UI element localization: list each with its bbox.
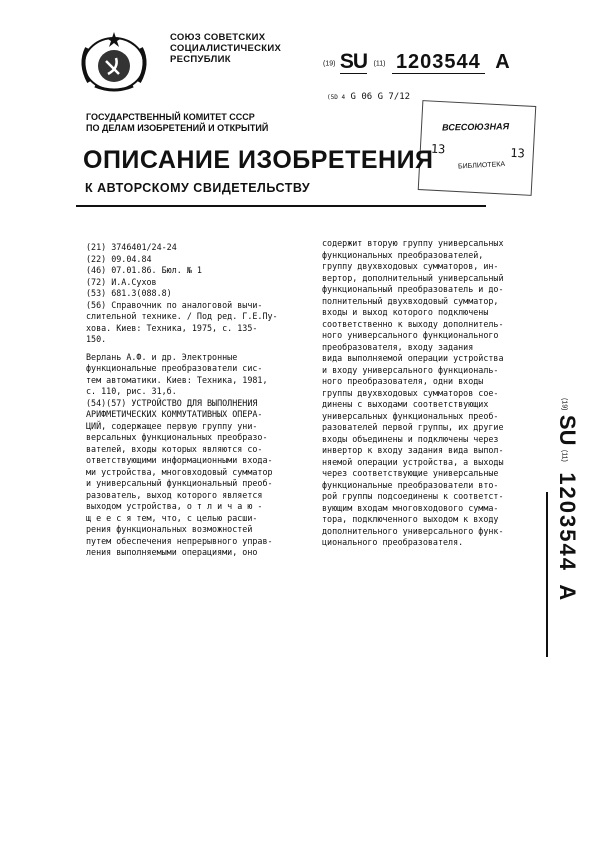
text-line: ционального преобразователя. xyxy=(322,537,464,547)
left-column xyxy=(86,242,278,559)
text-line: функциональный преобразователь и до- xyxy=(322,284,504,294)
text-line: дополнительного универсального функ- xyxy=(322,525,504,536)
text-line: с. 110, рис. 31,б. xyxy=(86,386,177,396)
text-line: преобразователя, входу задания xyxy=(322,341,474,352)
country-name-line: СОЦИАЛИСТИЧЕСКИХ xyxy=(170,43,282,54)
text-line: (72) И.А.Сухов xyxy=(86,276,157,287)
text-line: через соответствующие универсальные xyxy=(322,468,499,478)
text-line: (56) Справочник по аналоговой вычи- xyxy=(86,299,263,310)
document-title: ОПИСАНИЕ ИЗОБРЕТЕНИЯ xyxy=(83,146,434,174)
text-line: щ е е с я тем, что, с целью расши- xyxy=(86,512,258,523)
text-line: входы объединены и подключены через xyxy=(322,433,499,444)
text-line: хова. Киев: Техника, 1975, с. 135- xyxy=(86,322,258,333)
text-line: (22) 09.04.84 xyxy=(86,253,152,264)
ussr-state-emblem-icon xyxy=(75,28,153,94)
inid-code-19: (19) xyxy=(323,60,336,68)
document-subtitle: К АВТОРСКОМУ СВИДЕТЕЛЬСТВУ xyxy=(85,181,311,195)
inid-code-51: (5D 4 xyxy=(327,94,346,101)
text-line: группы двухвходовых сумматоров сое- xyxy=(322,387,499,398)
stamp-number-left: 13 xyxy=(430,141,446,157)
patent-number: 1203544 xyxy=(392,51,485,74)
country-name xyxy=(170,32,281,65)
text-line: версальных функциональных преобразо- xyxy=(86,432,268,442)
text-line: вида выполняемой операции устройства xyxy=(322,353,504,363)
text-line: 150. xyxy=(86,334,107,344)
text-line: выходом устройства, о т л и ч а ю - xyxy=(86,501,263,511)
stamp-number-right: 13 xyxy=(509,145,526,161)
text-line: вателей, входы которых являются со- xyxy=(86,443,263,454)
text-line: (53) 681.3(088.8) xyxy=(86,288,172,298)
text-line: тем автоматики. Киев: Техника, 1981, xyxy=(86,374,268,385)
text-line: полнительный двухвходовый сумматор, xyxy=(322,295,499,306)
text-line: вертор, дополнительный универсальный xyxy=(322,272,504,283)
text-line: ЦИЙ, содержащее первую группу уни- xyxy=(86,420,258,431)
country-name-line: СОЮЗ СОВЕТСКИХ xyxy=(170,32,266,43)
text-line: слительной технике. / Под ред. Г.Е.Пу- xyxy=(86,311,278,321)
country-code: SU xyxy=(555,414,580,446)
stamp-text: БИБЛИОТЕКА xyxy=(457,161,506,171)
publication-number xyxy=(323,50,510,74)
text-line: тора, подключенного выходом к входу xyxy=(322,514,499,524)
text-line: универсальных функциональных преоб- xyxy=(322,410,499,421)
kind-code: A xyxy=(555,584,580,601)
text-line: функциональных преобразователей, xyxy=(322,249,484,260)
kind-code: A xyxy=(495,51,510,73)
ipc-class: G 06 G 7/12 xyxy=(350,92,411,102)
text-line: ного универсального функционального xyxy=(322,330,499,340)
ipc-classification xyxy=(327,92,410,102)
side-publication-number xyxy=(538,398,588,688)
inid-code-11: (11) xyxy=(560,449,568,462)
text-line: ми устройства, многовходовый сумматор xyxy=(86,466,273,477)
text-line: ного преобразователя, одни входы xyxy=(322,376,484,386)
country-name-line: РЕСПУБЛИК xyxy=(170,54,231,65)
text-line: разователей первой группы, их другие xyxy=(322,422,504,432)
text-line: входы и выход которого подключены xyxy=(322,307,489,317)
text-line: (46) 07.01.86. Бюл. № 1 xyxy=(86,265,202,275)
committee-line: ПО ДЕЛАМ ИЗОБРЕТЕНИЙ И ОТКРЫТИЙ xyxy=(86,123,269,133)
text-line: разователь, выход которого является xyxy=(86,489,263,500)
stamp-text: ВСЕСОЮЗНАЯ xyxy=(442,121,510,133)
text-line: инвертор к входу задания вида выпол- xyxy=(322,445,504,455)
text-line: соответственно к выходу дополнитель- xyxy=(322,318,504,329)
text-line: и универсальный функциональный преоб- xyxy=(86,478,273,488)
text-line: динены с выходами соответствующих xyxy=(322,399,489,409)
text-line: рения функциональных возможностей xyxy=(86,524,253,534)
text-line: функциональные преобразователи вто- xyxy=(322,479,499,490)
text-line: Верлань А.Ф. и др. Электронные xyxy=(86,351,238,362)
patent-number: 1203544 xyxy=(555,472,580,572)
text-line: няемой операции устройства, а выходы xyxy=(322,456,504,467)
library-stamp xyxy=(418,100,537,196)
text-line: ления выполняемыми операциями, оно xyxy=(86,547,258,557)
text-line: (21) 3746401/24-24 xyxy=(86,242,177,252)
text-line: функциональные преобразователи сис- xyxy=(86,363,263,373)
title-divider xyxy=(76,205,486,207)
text-line: путем обеспечения непрерывного управ- xyxy=(86,535,273,546)
text-line: содержит вторую группу универсальных xyxy=(322,238,504,248)
country-code: SU xyxy=(339,50,368,73)
text-line: ответствующими информационными входа- xyxy=(86,455,273,465)
committee-name xyxy=(86,112,268,134)
text-line: группу двухвходовых сумматоров, ин- xyxy=(322,261,499,271)
text-line: вующим входам многовходового сумма- xyxy=(322,502,499,513)
text-line: рой группы подсоединены к соответст- xyxy=(322,491,504,501)
text-line: и входу универсального функциональ- xyxy=(322,364,499,375)
text-line: (54)(57) УСТРОЙСТВО ДЛЯ ВЫПОЛНЕНИЯ xyxy=(86,397,258,408)
inid-code-11: (11) xyxy=(373,60,386,68)
committee-line: ГОСУДАРСТВЕННЫЙ КОМИТЕТ СССР xyxy=(86,112,255,122)
right-column xyxy=(322,238,504,549)
text-line: АРИФМЕТИЧЕСКИХ КОММУТАТИВНЫХ ОПЕРА- xyxy=(86,409,263,419)
inid-code-19: (19) xyxy=(560,398,568,411)
